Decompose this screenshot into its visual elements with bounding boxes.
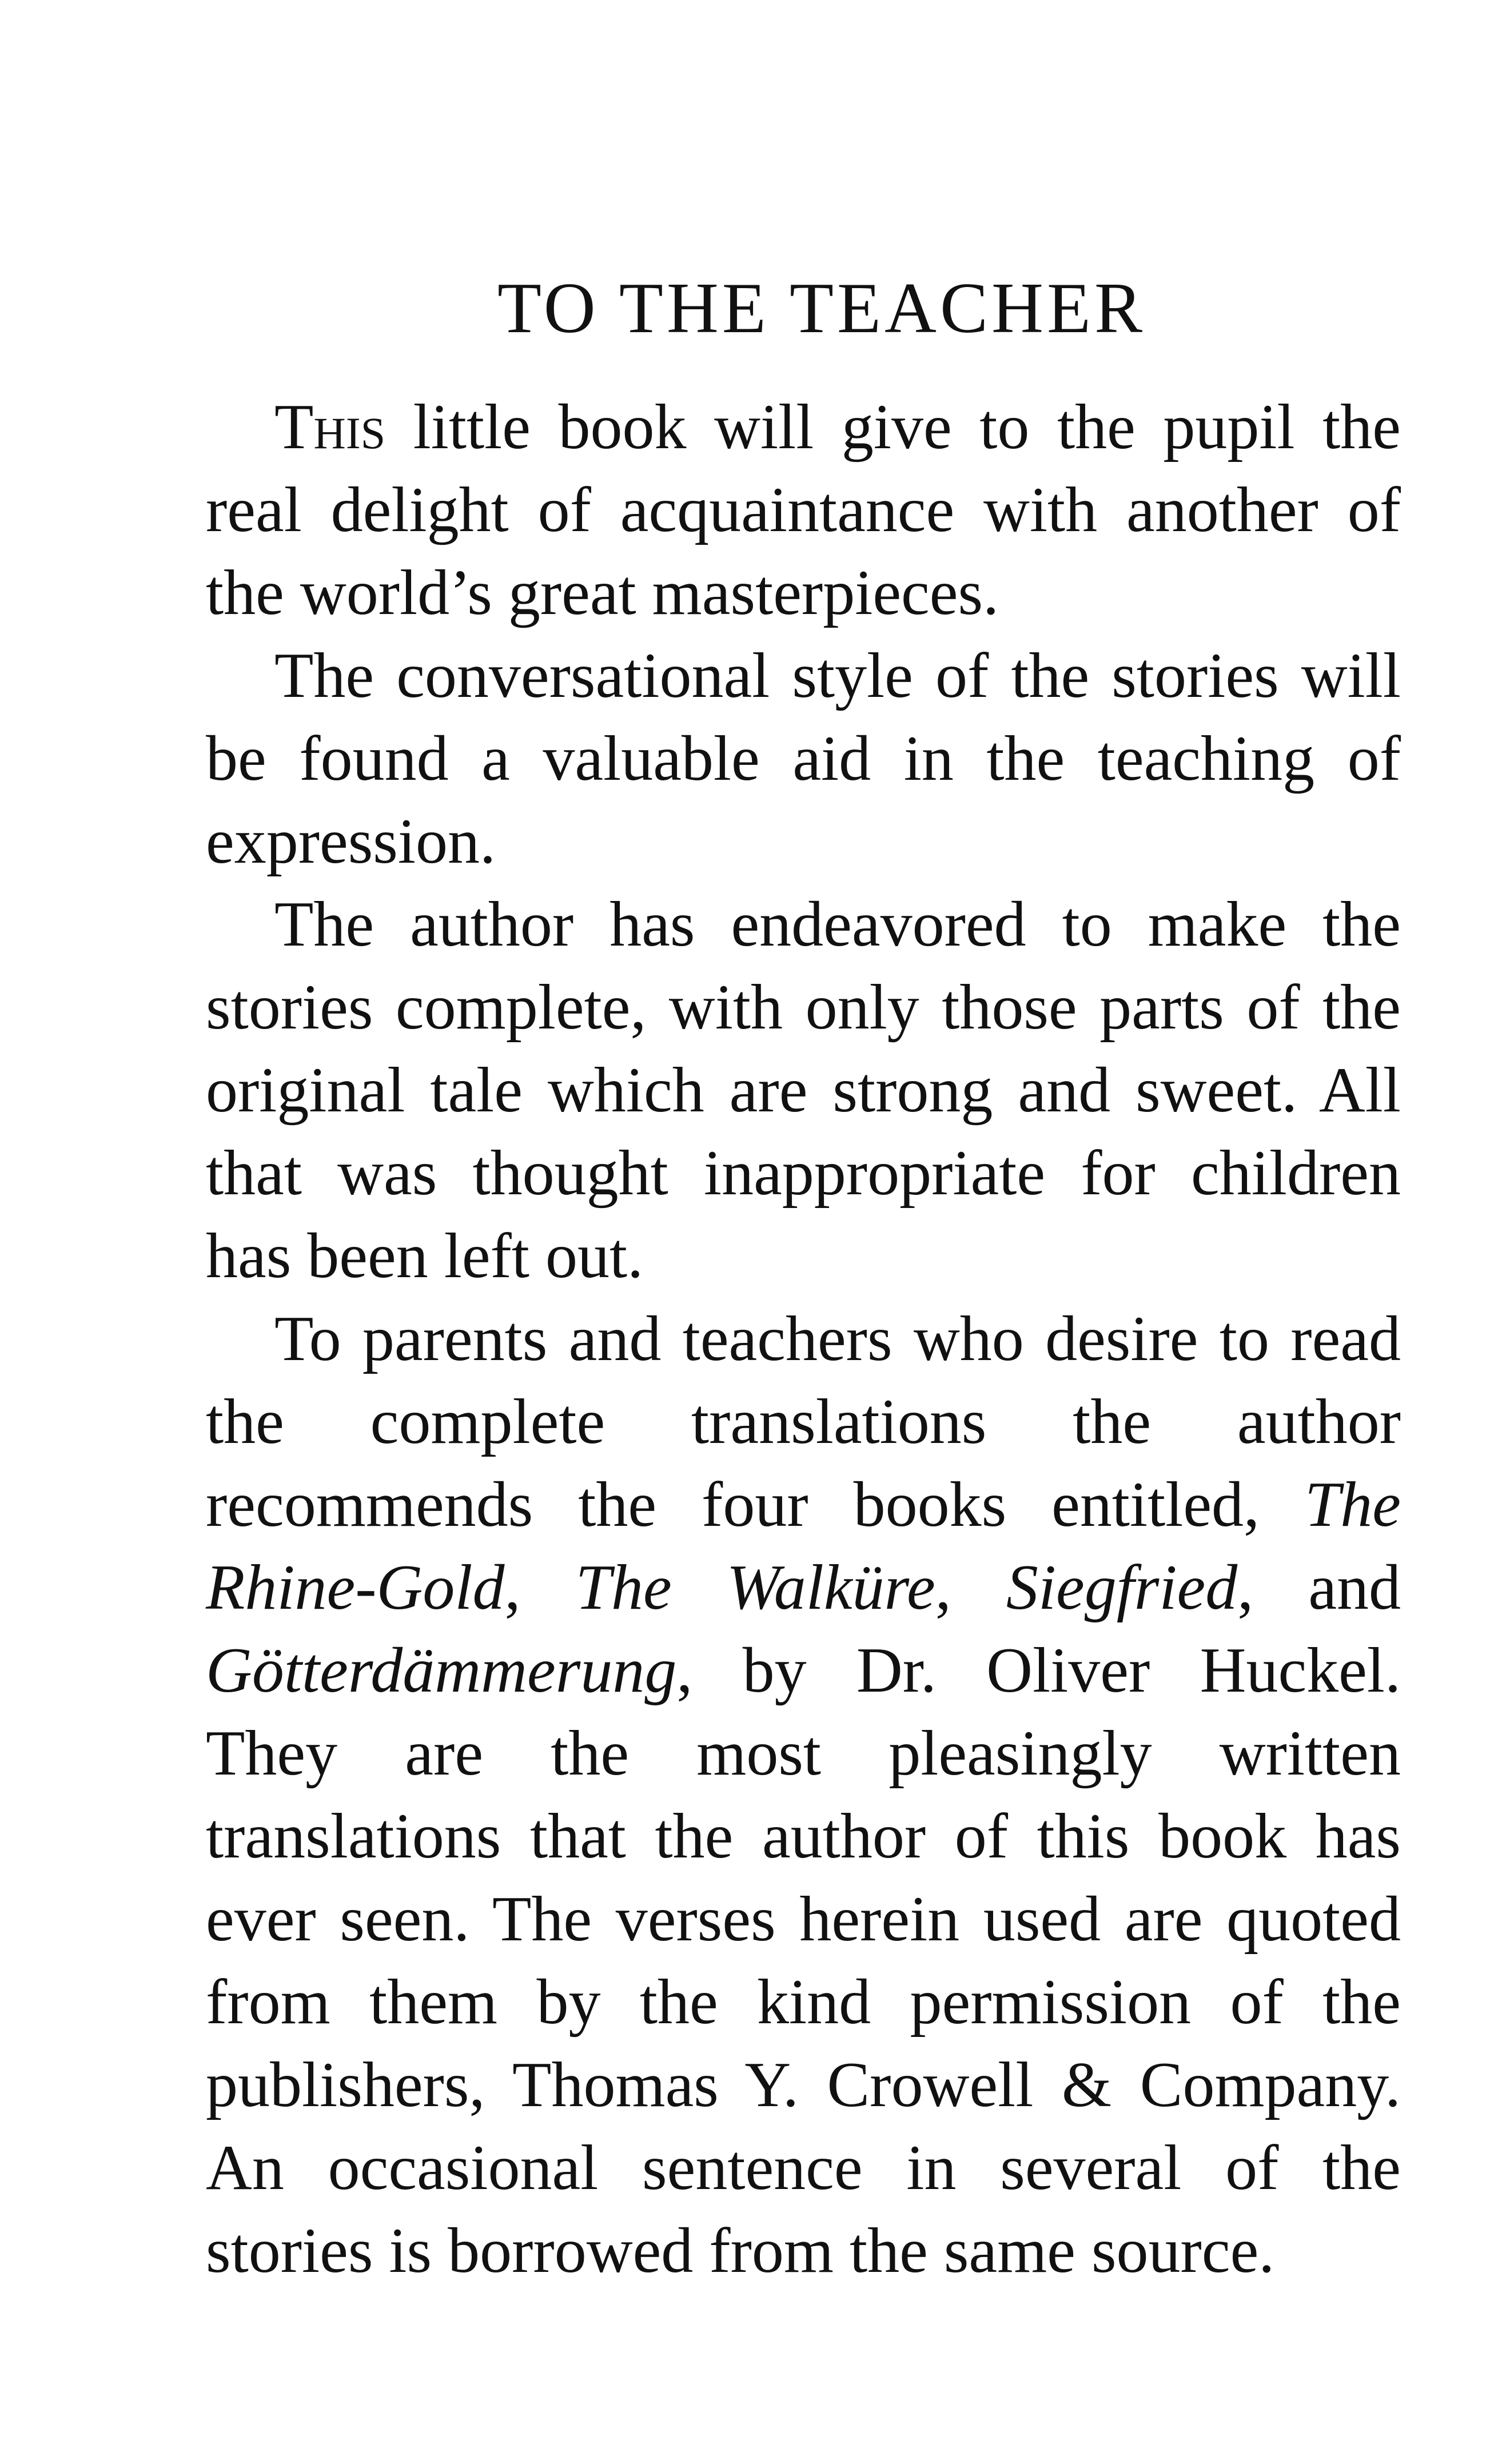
paragraph-1-text: little book will give to the pupil the real delight of acquaintance with another of the world’s great masterpieces. — [206, 392, 1401, 628]
paragraph-4-text-a: To parents and teachers who desire to read the complete translations the author recommends the four books entitled, — [206, 1303, 1401, 1540]
paragraph-3: The author has endeavored to make the stories complete, with only those parts of the original tale which are strong and sweet. All that was thought inappropriate for children has been left out. — [206, 889, 1401, 1291]
paragraph-4-text-d: , and — [1237, 1552, 1401, 1623]
paragraph-4-text-c: , — [935, 1552, 1006, 1623]
paragraph-1 — [206, 386, 1401, 635]
page-heading: TO THE TEACHER — [497, 269, 1146, 348]
paragraph-2: The conversational style of the stories will be found a valuable aid in the teaching of expression. — [206, 640, 1401, 877]
paragraph-4-text-e: , by Dr. Oliver Huckel. They are the most pleasingly written translations that the author of this book has ever seen. The verses herein used are quoted from them by the kind permission of the publishers, Thomas Y. Crowell & Company. An occasional sentence in several of the stories is borrowed from the same source. — [206, 1635, 1401, 2286]
preface-body — [206, 386, 1401, 2292]
book-title-siegfried: Siegfried — [1006, 1552, 1238, 1623]
book-title-rhine-gold: The Rhine-Gold — [206, 1469, 1401, 1623]
paragraph-lead-word: This — [274, 392, 386, 463]
paragraph-4-text-b: , — [504, 1552, 576, 1623]
paragraph-4 — [206, 1298, 1401, 2292]
book-title-gotterdammerung: Götterdämmerung — [206, 1635, 677, 1706]
book-title-walkure: The Walküre — [575, 1552, 935, 1623]
